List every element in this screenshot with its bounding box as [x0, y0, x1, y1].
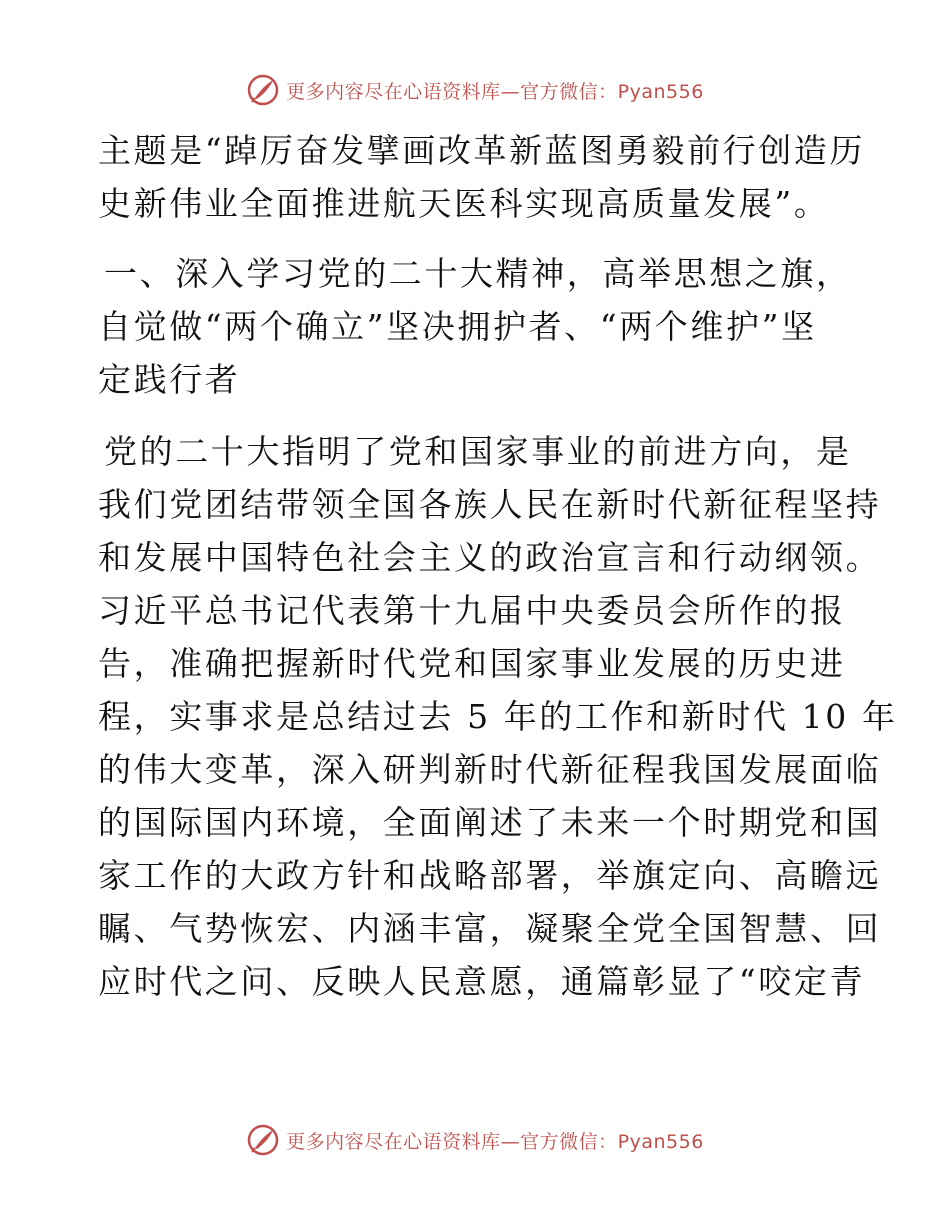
text-line: 告，准确把握新时代党和国家事业发展的历史进: [98, 644, 846, 683]
section-heading: [98, 247, 878, 406]
quill-logo-icon: [246, 73, 280, 107]
heading-line: 自觉做“两个确立”坚决拥护者、“两个维护”坚: [98, 307, 817, 346]
text-line: 程，实事求是总结过去 5 年的工作和新时代 10 年: [98, 697, 898, 736]
text-line: 主题是“踔厉奋发擘画改革新蓝图勇毅前行创造历: [98, 131, 866, 170]
footer-watermark: [0, 1120, 950, 1160]
quill-logo-icon: [246, 1123, 280, 1157]
body-paragraph: [98, 425, 898, 1008]
heading-line: 定践行者: [98, 360, 241, 399]
text-line: 瞩、气势恢宏、内涵丰富，凝聚全党全国智慧、回: [98, 909, 882, 948]
document-body: [98, 124, 898, 1008]
text-line: 我们党团结带领全国各族人民在新时代新征程坚持: [98, 485, 882, 524]
watermark-text: 更多内容尽在心语资料库—官方微信：Pyan556: [286, 1130, 704, 1153]
text-line: 习近平总书记代表第十九届中央委员会所作的报: [98, 591, 846, 630]
text-line: 的国际国内环境，全面阐述了未来一个时期党和国: [98, 803, 882, 842]
text-line: 史新伟业全面推进航天医科实现高质量发展”。: [98, 184, 830, 223]
text-line: 的伟大变革，深入研判新时代新征程我国发展面临: [98, 750, 882, 789]
heading-line: 一、深入学习党的二十大精神，高举思想之旗，: [104, 254, 852, 293]
header-watermark: [0, 70, 950, 110]
watermark-text: 更多内容尽在心语资料库—官方微信：Pyan556: [286, 80, 704, 103]
text-line: 应时代之问、反映人民意愿，通篇彰显了“咬定青: [98, 962, 866, 1001]
text-line: 和发展中国特色社会主义的政治宣言和行动纲领。: [98, 538, 882, 577]
text-line: 党的二十大指明了党和国家事业的前进方向，是: [104, 432, 852, 471]
theme-paragraph: [98, 124, 878, 230]
text-line: 家工作的大政方针和战略部署，举旗定向、高瞻远: [98, 856, 882, 895]
